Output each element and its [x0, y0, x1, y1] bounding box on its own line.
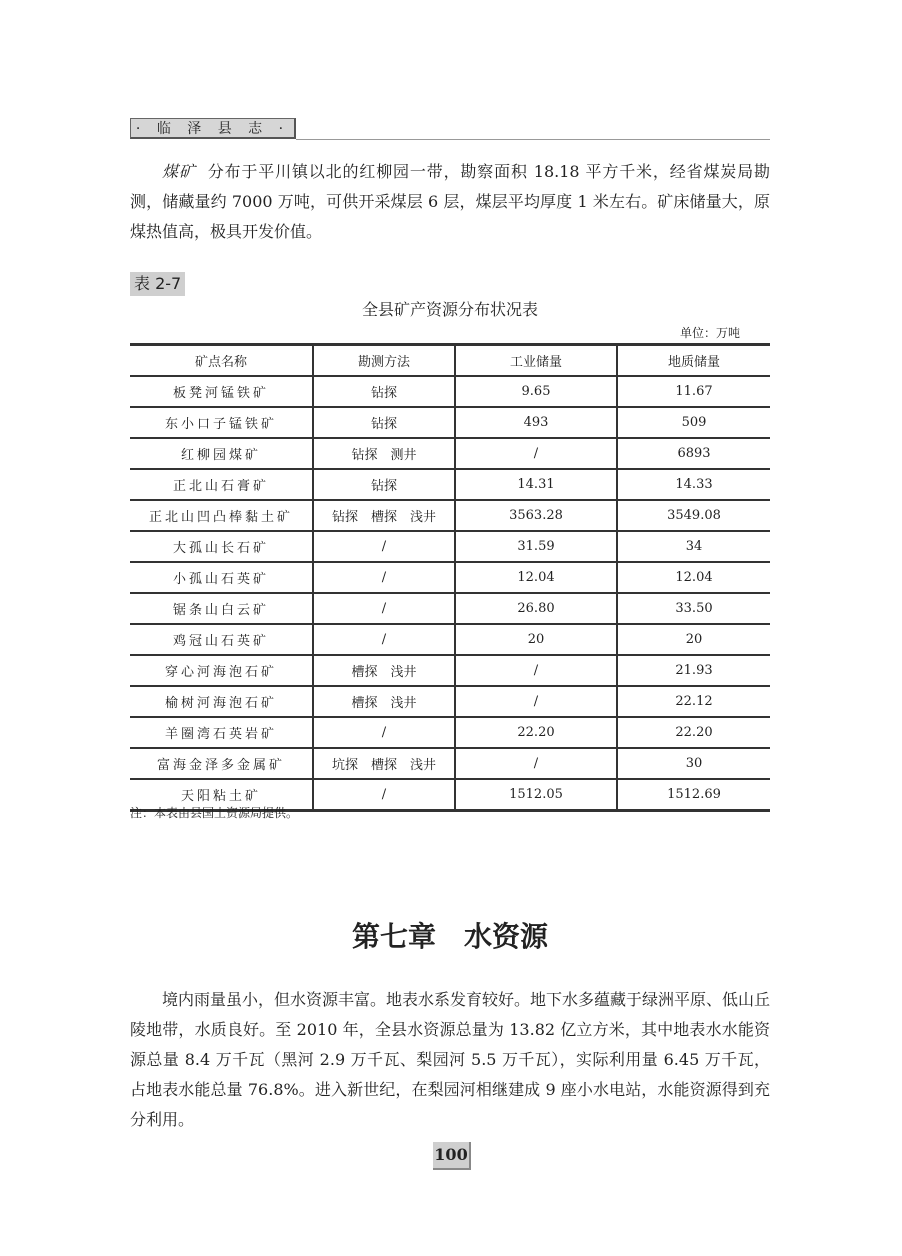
cell-geological: 30	[617, 748, 770, 779]
cell-name: 正北山凹凸棒黏土矿	[130, 500, 313, 531]
coal-lead: 煤矿	[162, 162, 196, 181]
cell-method: 坑探 槽探 浅井	[313, 748, 455, 779]
header-rule	[296, 139, 770, 140]
cell-name: 正北山石膏矿	[130, 469, 313, 500]
cell-industrial: 493	[455, 407, 617, 438]
cell-method: 钻探 测井	[313, 438, 455, 469]
cell-industrial: /	[455, 748, 617, 779]
table-row	[130, 469, 770, 500]
cell-industrial: 12.04	[455, 562, 617, 593]
cell-name: 板凳河锰铁矿	[130, 376, 313, 407]
table-row	[130, 500, 770, 531]
table-row	[130, 562, 770, 593]
cell-name: 天阳粘土矿	[130, 779, 313, 811]
table-row	[130, 748, 770, 779]
table-label: 表 2-7	[130, 272, 185, 296]
cell-industrial: /	[455, 686, 617, 717]
cell-name: 穿心河海泡石矿	[130, 655, 313, 686]
table-header-row	[130, 345, 770, 377]
cell-geological: 14.33	[617, 469, 770, 500]
cell-method: 钻探 槽探 浅井	[313, 500, 455, 531]
header-name: 矿点名称	[130, 345, 313, 377]
cell-name: 锯条山白云矿	[130, 593, 313, 624]
table-row	[130, 407, 770, 438]
table-note: 注：本表由县国土资源局提供。	[130, 806, 299, 820]
mineral-table	[130, 343, 770, 812]
cell-name: 富海金泽多金属矿	[130, 748, 313, 779]
cell-method: 钻探	[313, 376, 455, 407]
table-row	[130, 686, 770, 717]
cell-industrial: 31.59	[455, 531, 617, 562]
table-row	[130, 593, 770, 624]
cell-geological: 509	[617, 407, 770, 438]
coal-text: 分布于平川镇以北的红柳园一带，勘察面积 18.18 平方千米，经省煤炭局勘测，储藏量约 7000 万吨，可供开采煤层 6 层，煤层平均厚度 1 米左右。矿床储量大，原煤热值高，极具开发价值。	[130, 162, 770, 241]
cell-name: 榆树河海泡石矿	[130, 686, 313, 717]
cell-industrial: 20	[455, 624, 617, 655]
cell-geological: 34	[617, 531, 770, 562]
table-row	[130, 531, 770, 562]
cell-name: 羊圈湾石英岩矿	[130, 717, 313, 748]
cell-geological: 21.93	[617, 655, 770, 686]
cell-method: /	[313, 593, 455, 624]
cell-industrial: /	[455, 438, 617, 469]
header-method: 勘测方法	[313, 345, 455, 377]
table-row	[130, 624, 770, 655]
cell-geological: 6893	[617, 438, 770, 469]
page-number: 100	[433, 1142, 471, 1170]
cell-geological: 22.12	[617, 686, 770, 717]
chapter-title: 第七章 水资源	[351, 920, 548, 953]
cell-name: 鸡冠山石英矿	[130, 624, 313, 655]
table-row	[130, 438, 770, 469]
cell-geological: 3549.08	[617, 500, 770, 531]
cell-name: 红柳园煤矿	[130, 438, 313, 469]
table-row	[130, 717, 770, 748]
table-row	[130, 655, 770, 686]
cell-geological: 1512.69	[617, 779, 770, 811]
table-unit: 单位：万吨	[680, 326, 741, 340]
cell-method: 槽探 浅井	[313, 655, 455, 686]
water-paragraph: 境内雨量虽小，但水资源丰富。地表水系发育较好。地下水多蕴藏于绿洲平原、低山丘陵地带，水质良好。至 2010 年，全县水资源总量为 13.82 亿立方米，其中地表水水能资源总量 8.4 万千瓦（黑河 2.9 万千瓦、梨园河 5.5 万千瓦），实际利用量 6.45 万千瓦，占地表水能总量 76.8%。进入新世纪，在梨园河相继建成 9 座小水电站，水能资源得到充分利用。	[130, 990, 771, 1129]
cell-industrial: 3563.28	[455, 500, 617, 531]
cell-geological: 22.20	[617, 717, 770, 748]
cell-method: 槽探 浅井	[313, 686, 455, 717]
cell-geological: 20	[617, 624, 770, 655]
cell-industrial: /	[455, 655, 617, 686]
cell-method: 钻探	[313, 407, 455, 438]
table-row	[130, 376, 770, 407]
cell-method: /	[313, 624, 455, 655]
cell-method: /	[313, 779, 455, 811]
coal-paragraph	[130, 157, 770, 247]
cell-name: 大孤山长石矿	[130, 531, 313, 562]
cell-method: 钻探	[313, 469, 455, 500]
cell-industrial: 14.31	[455, 469, 617, 500]
running-head: · 临 泽 县 志 ·	[130, 118, 296, 139]
cell-method: /	[313, 562, 455, 593]
cell-method: /	[313, 531, 455, 562]
cell-name: 小孤山石英矿	[130, 562, 313, 593]
header-industrial: 工业储量	[455, 345, 617, 377]
cell-industrial: 26.80	[455, 593, 617, 624]
cell-industrial: 1512.05	[455, 779, 617, 811]
cell-industrial: 22.20	[455, 717, 617, 748]
cell-name: 东小口子锰铁矿	[130, 407, 313, 438]
cell-geological: 11.67	[617, 376, 770, 407]
header-geological: 地质储量	[617, 345, 770, 377]
cell-industrial: 9.65	[455, 376, 617, 407]
table-title: 全县矿产资源分布状况表	[361, 300, 538, 319]
cell-method: /	[313, 717, 455, 748]
cell-geological: 33.50	[617, 593, 770, 624]
cell-geological: 12.04	[617, 562, 770, 593]
